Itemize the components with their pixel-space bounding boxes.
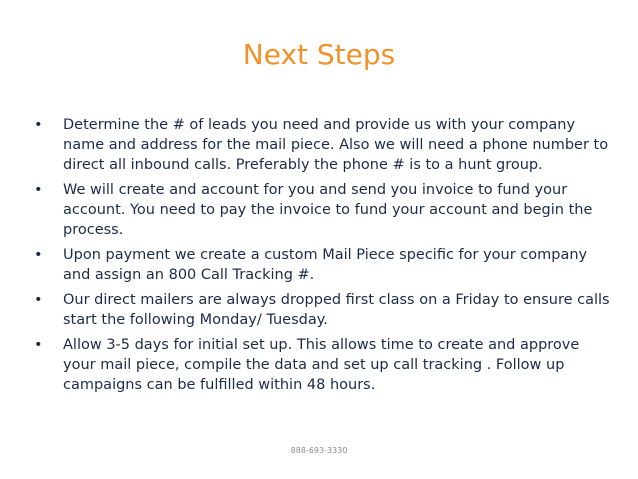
- bullet-text: We will create and account for you and send you invoice to fund your account. You need to pay the invoice to fund your account and begin the process.: [63, 182, 593, 238]
- bullet-item: [30, 290, 610, 330]
- bullet-dot: •: [34, 247, 43, 263]
- bullet-text: Determine the # of leads you need and provide us with your company name and address for the mail piece. Also we will need a phone number to direct all inbound calls. Preferably the phone # is to a hunt group.: [63, 117, 609, 173]
- bullet-text: Allow 3-5 days for initial set up. This allows time to create and approve your mail piece, compile the data and set up call tracking . Follow up campaigns can be fulfilled within 48 hours.: [63, 337, 580, 393]
- bullet-list: [30, 115, 610, 400]
- bullet-item: [30, 180, 610, 240]
- bullet-item: [30, 115, 610, 175]
- bullet-item: [30, 245, 610, 285]
- bullet-dot: •: [34, 182, 43, 198]
- footer-phone-number: 888-693-3330: [290, 446, 348, 455]
- bullet-dot: •: [34, 292, 43, 308]
- bullet-dot: •: [34, 117, 43, 133]
- bullet-text: Upon payment we create a custom Mail Piece specific for your company and assign an 800 Call Tracking #.: [63, 247, 588, 283]
- slide-title: Next Steps: [242, 38, 396, 71]
- bullet-item: [30, 335, 610, 395]
- bullet-dot: •: [34, 337, 43, 353]
- bullet-text: Our direct mailers are always dropped first class on a Friday to ensure calls start the following Monday/ Tuesday.: [63, 292, 610, 328]
